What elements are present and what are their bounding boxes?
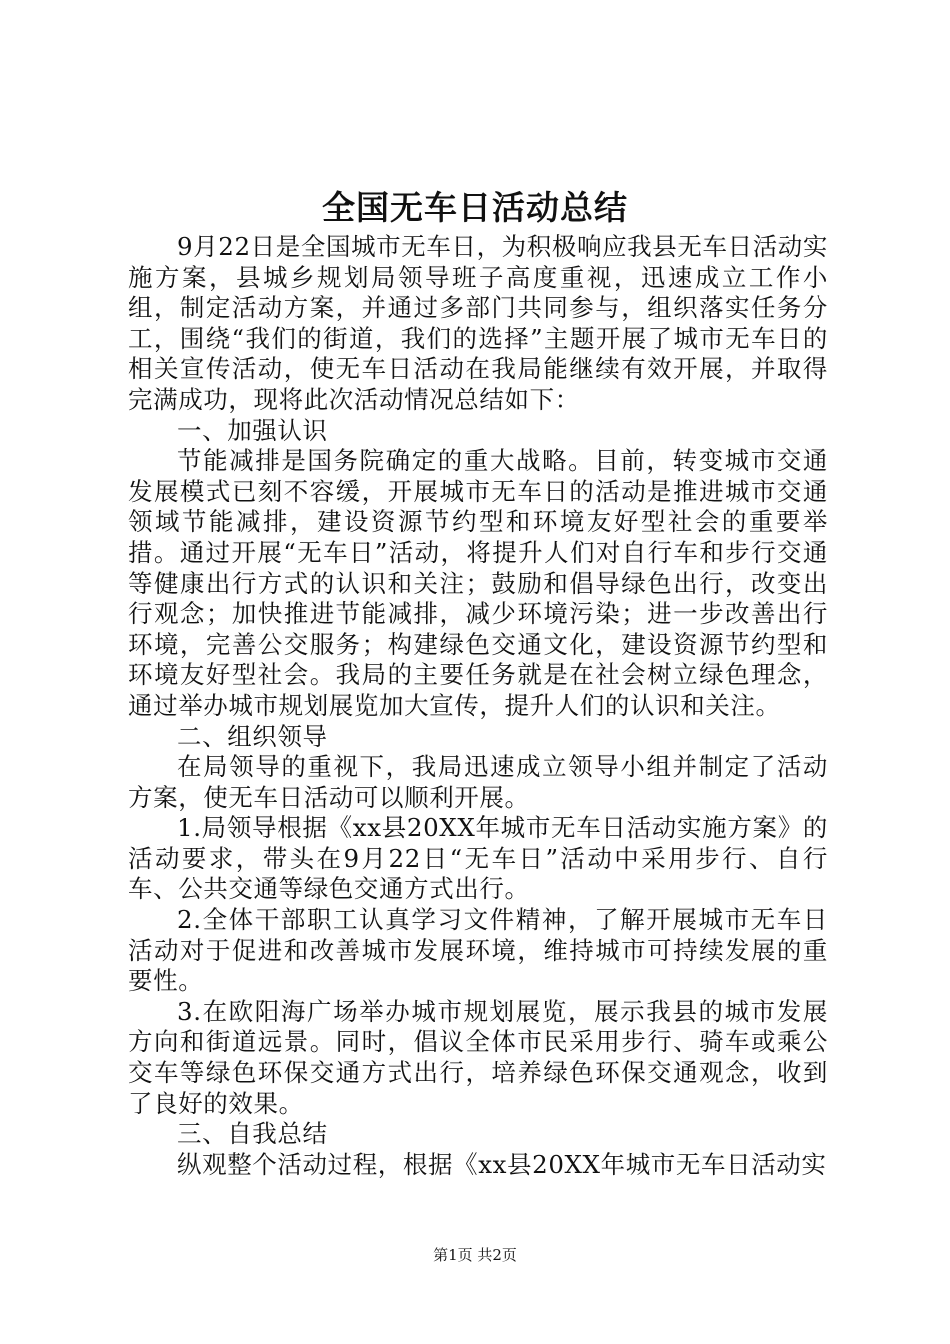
section-2-item-2: 2.全体干部职工认真学习文件精神，了解开展城市无车日活动对于促进和改善城市发展环境，维持城市可持续发展的重要性。 bbox=[128, 905, 828, 996]
section-3-paragraph: 纵观整个活动过程，根据《xx县20XX年城市无车日活动实 bbox=[177, 1149, 827, 1179]
document-title: 全国无车日活动总结 bbox=[322, 188, 628, 227]
intro-paragraph: 9月22日是全国城市无车日，为积极响应我县无车日活动实施方案，县城乡规划局领导班子高度重视，迅速成立工作小组，制定活动方案，并通过多部门共同参与，组织落实任务分工，围绕“我们的街道，我们的选择”主题开展了城市无车日的相关宣传活动，使无车日活动在我局能继续有效开展，并取得完满成功，现将此次活动情况总结如下： bbox=[128, 232, 828, 414]
section-heading-2: 二、组织领导 bbox=[177, 721, 328, 751]
section-1-paragraph: 节能减排是国务院确定的重大战略。目前，转变城市交通发展模式已刻不容缓，开展城市无车日的活动是推进城市交通领域节能减排，建设资源节约型和环境友好型社会的重要举措。通过开展“无车日”活动，将提升人们对自行车和步行交通等健康出行方式的认识和关注；鼓励和倡导绿色出行，改变出行观念；加快推进节能减排，减少环境污染；进一步改善出行环境，完善公交服务；构建绿色交通文化，建设资源节约型和环境友好型社会。我局的主要任务就是在社会树立绿色理念，通过举办城市规划展览加大宣传，提升人们的认识和关注。 bbox=[128, 446, 828, 720]
section-heading-1: 一、加强认识 bbox=[177, 415, 328, 445]
section-2-item-3: 3.在欧阳海广场举办城市规划展览，展示我县的城市发展方向和街道远景。同时，倡议全体市民采用步行、骑车或乘公交车等绿色环保交通方式出行，培养绿色环保交通观念，收到了良好的效果。 bbox=[128, 996, 828, 1118]
section-2-paragraph: 在局领导的重视下，我局迅速成立领导小组并制定了活动方案，使无车日活动可以顺利开展。 bbox=[128, 752, 828, 812]
page-indicator: 第1页 共2页 bbox=[433, 1246, 517, 1264]
section-heading-3: 三、自我总结 bbox=[177, 1119, 328, 1149]
document-body bbox=[128, 232, 828, 1180]
section-2-item-1: 1.局领导根据《xx县20XX年城市无车日活动实施方案》的活动要求，带头在9月22日“无车日”活动中采用步行、自行车、公共交通等绿色交通方式出行。 bbox=[128, 813, 828, 904]
